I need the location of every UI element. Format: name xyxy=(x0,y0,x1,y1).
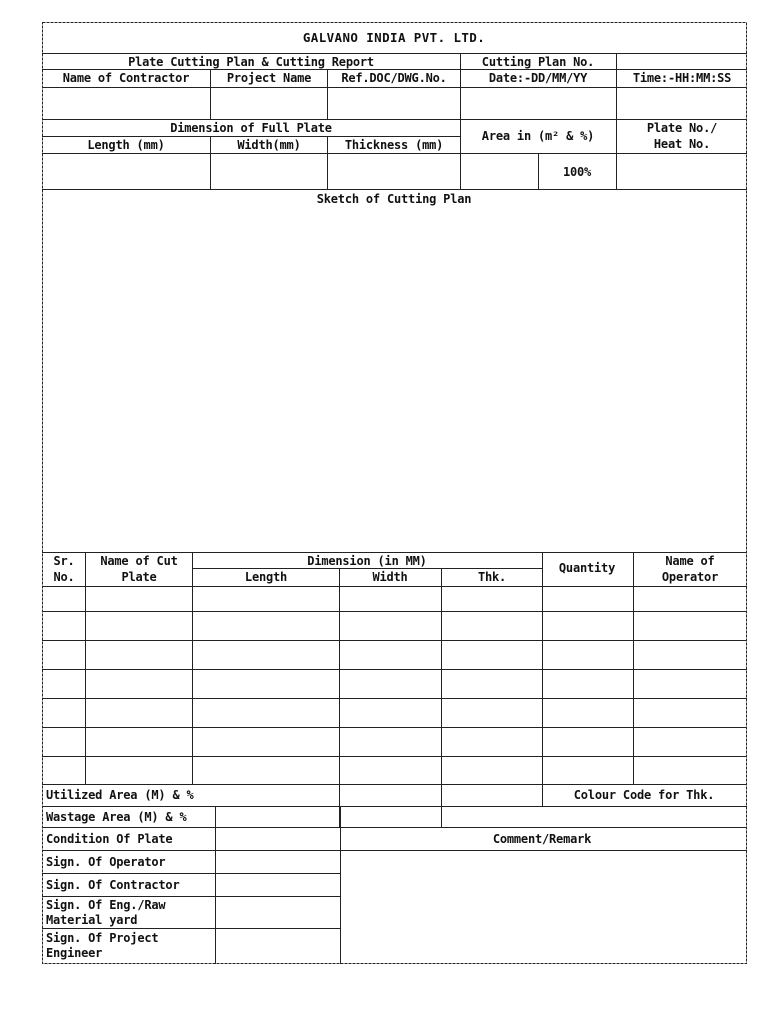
material-yard-label: Material yard xyxy=(46,913,138,927)
dimension-in-mm-label: Dimension (in MM) xyxy=(307,554,427,568)
heat-no-label: Heat No. xyxy=(653,137,711,151)
full-plate-dimension-title: Dimension of Full Plate xyxy=(170,121,332,135)
area-value: 100% xyxy=(562,165,592,179)
operator-label: Operator xyxy=(661,570,719,584)
plate-condition-label: Condition Of Plate xyxy=(46,832,173,846)
comment-remark-label: Comment/Remark xyxy=(492,832,592,846)
cut-plate-label: Plate xyxy=(121,570,157,584)
wastage-area-label: Wastage Area (M) & % xyxy=(46,810,187,824)
company-name: GALVANO INDIA PVT. LTD. xyxy=(302,30,486,45)
cut-length-label: Length xyxy=(244,570,288,584)
engineer-label: Engineer xyxy=(46,946,103,960)
cut-plate-name-label: Name of Cut xyxy=(100,554,178,568)
colour-code-label: Colour Code for Thk. xyxy=(573,788,715,802)
length-mm-label: Length (mm) xyxy=(87,138,165,152)
project-engineer-signature-label: Sign. Of Project xyxy=(46,931,159,945)
operator-name-label: Name of xyxy=(665,554,715,568)
area-label: Area in (m² & %) xyxy=(481,129,595,143)
contractor-signature-label: Sign. Of Contractor xyxy=(46,878,180,892)
no-label: No. xyxy=(53,570,75,584)
contractor-label: Name of Contractor xyxy=(62,71,190,85)
cut-thk-label: Thk. xyxy=(477,570,507,584)
width-mm-label: Width(mm) xyxy=(237,138,301,152)
sketch-title: Sketch of Cutting Plan xyxy=(316,192,472,206)
cutting-plan-no-label: Cutting Plan No. xyxy=(481,55,595,69)
time-label: Time:-HH:MM:SS xyxy=(632,71,732,85)
operator-signature-label: Sign. Of Operator xyxy=(46,855,166,869)
engineer-signature-label: Sign. Of Eng./Raw xyxy=(46,898,166,912)
plate-cutting-form xyxy=(42,22,747,964)
plate-no-label: Plate No./ xyxy=(646,121,718,135)
project-name-label: Project Name xyxy=(226,71,312,85)
date-label: Date:-DD/MM/YY xyxy=(488,71,588,85)
cut-width-label: Width xyxy=(372,570,408,584)
thickness-mm-label: Thickness (mm) xyxy=(344,138,444,152)
utilized-area-label: Utilized Area (M) & % xyxy=(46,788,194,802)
ref-doc-label: Ref.DOC/DWG.No. xyxy=(341,71,447,85)
report-title: Plate Cutting Plan & Cutting Report xyxy=(128,55,374,69)
quantity-label: Quantity xyxy=(558,561,616,575)
sr-label: Sr. xyxy=(53,554,75,568)
